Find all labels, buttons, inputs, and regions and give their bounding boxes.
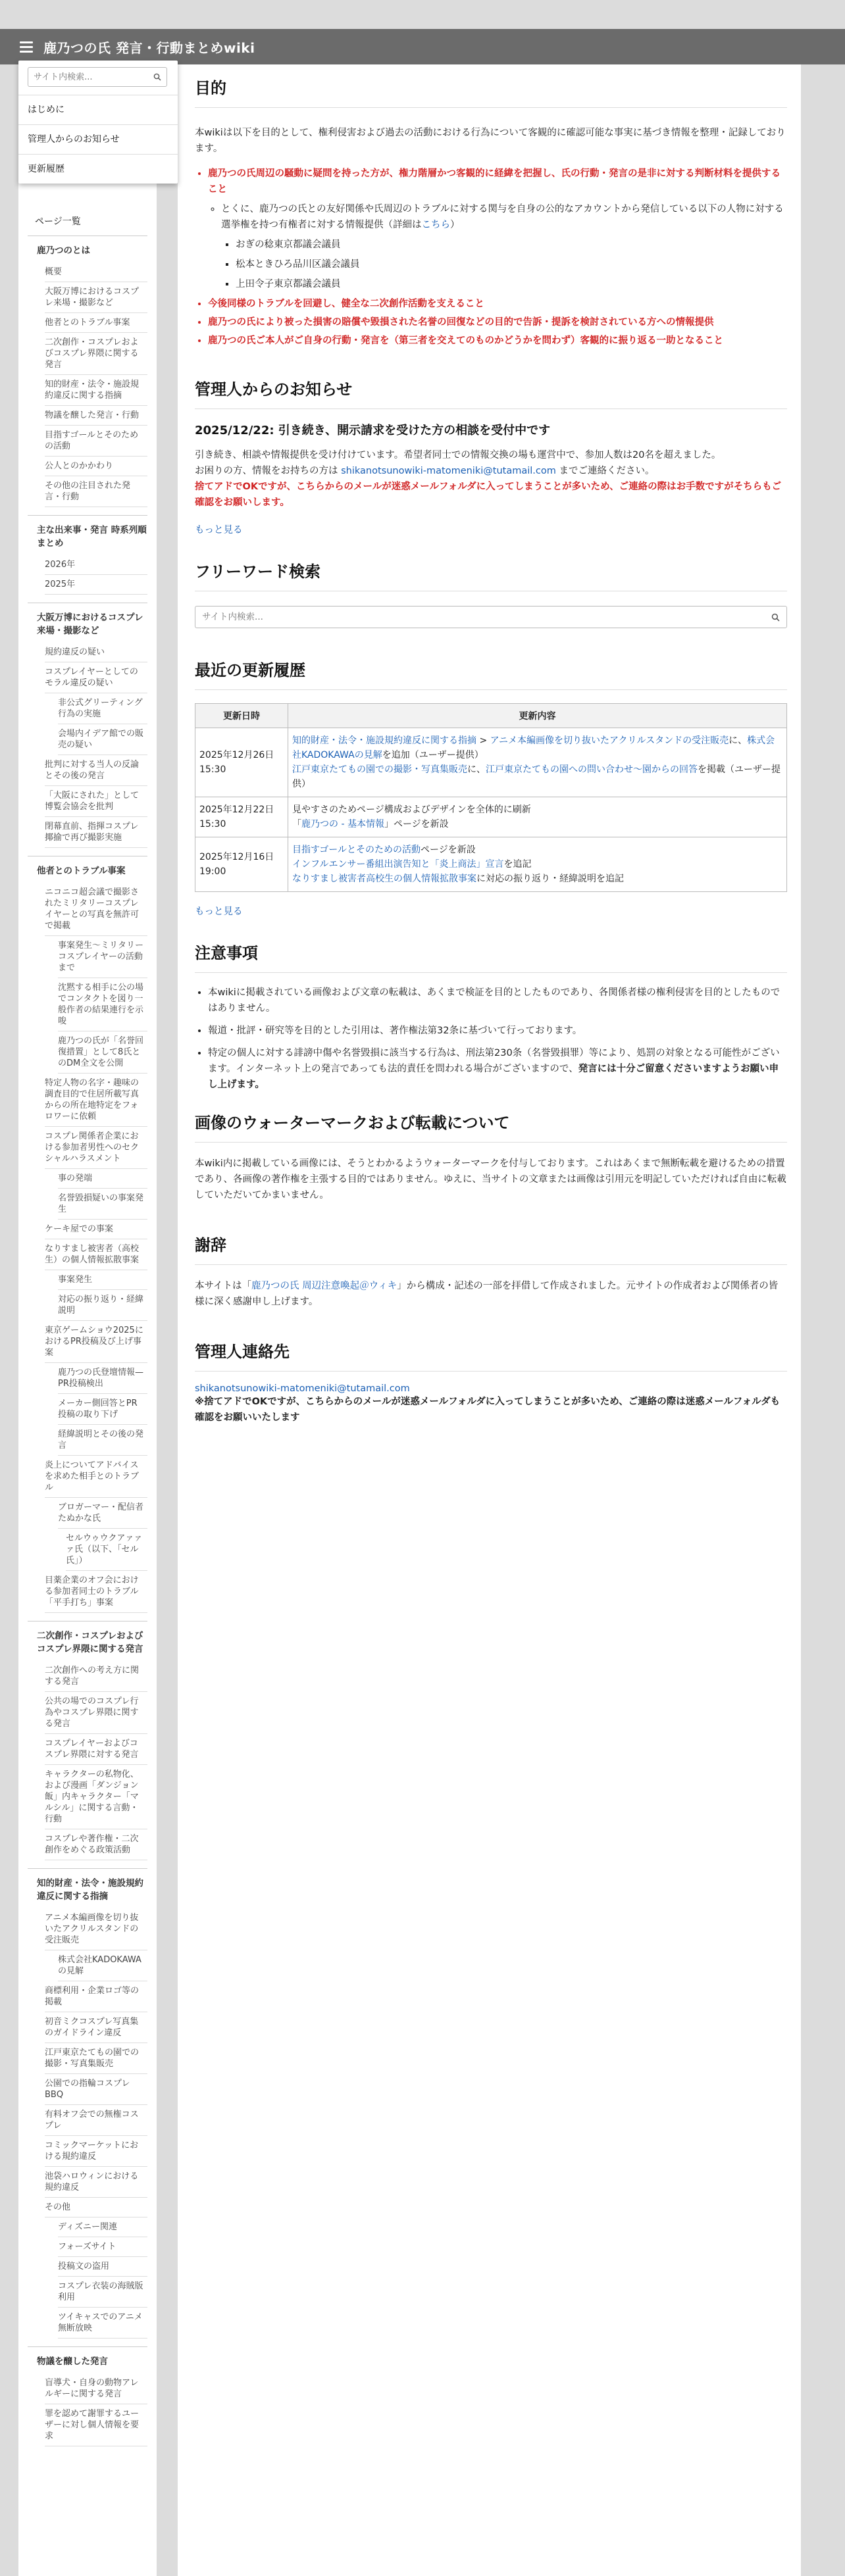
menu-item-history[interactable]: 更新履歴 [18, 154, 178, 184]
table-row [195, 728, 787, 797]
update-line [292, 733, 782, 762]
source-wiki-link[interactable]: 鹿乃つの氏 周辺注意喚起＠ウィキ [251, 1281, 397, 1291]
page-list-link[interactable]: ページ一覧 [35, 216, 81, 227]
sidebar-section-title[interactable]: 他者とのトラブル事案 [37, 866, 126, 876]
purpose-item: • 今後同様のトラブルを回避し、健全な二次創作活動を支えること [208, 296, 787, 312]
sidebar-item[interactable]: 物議を醸した発言・行動 [45, 406, 147, 426]
main-content [178, 64, 801, 2576]
sidebar-item[interactable]: 批判に対する当人の反論とその後の発言 [45, 755, 147, 786]
table-row [195, 797, 787, 837]
purpose-heading: 目的 [195, 64, 787, 108]
update-content [288, 837, 787, 892]
sidebar-item[interactable]: アニメ本編画像を切り抜いたアクリルスタンドの受注販売 [45, 1908, 147, 1950]
sidebar-item[interactable]: 初音ミクコスプレ写真集のガイドライン違反 [45, 2012, 147, 2043]
sidebar-item[interactable]: 有料オフ会での無権コスプレ [45, 2105, 147, 2136]
sidebar-item[interactable]: 事案発生 [58, 1270, 147, 1290]
updates-table [195, 703, 787, 892]
sidebar-item[interactable]: 閉幕直前、指揮コスプレ揶揄で再び撮影実施 [45, 817, 147, 848]
sidebar-section-title[interactable]: 主な出来事・発言 時系列順まとめ [37, 525, 147, 549]
update-text: を追加（ユーザー提供） [382, 750, 484, 760]
column-header-content: 更新内容 [288, 704, 787, 728]
notice-more-link[interactable]: もっと見る [195, 525, 243, 535]
sidebar-item[interactable]: 罪を認めて謝罪するユーザーに対し個人情報を要求 [45, 2404, 147, 2446]
notice-body: 引き続き、相談や情報提供を受け付けています。希望者同士での情報交換の場も運営中で、参加人数は20名を超えました。 [195, 450, 721, 460]
update-text: を追記 [503, 859, 532, 870]
note-item: • 特定の個人に対する誹謗中傷や名誉毀損に該当する行為は、刑法第230条（名誉毀損罪）等により、処罰の対象となる可能性がございます。インターネット上の発言であっても法的責任を問われる場合がございますので、発言には十分ご留意くださいますようお願い申し上げます。 [208, 1045, 787, 1093]
updates-more-link[interactable]: もっと見る [195, 906, 243, 917]
sidebar-section-title[interactable]: 知的財産・法令・施設規約違反に関する指摘 [37, 1878, 143, 1902]
update-link[interactable]: 株式会社KADOKAWAの見解 [292, 735, 775, 760]
update-text: 「 [292, 819, 301, 830]
sidebar-item[interactable]: 投稿文の盗用 [58, 2257, 147, 2277]
update-text: 」ページを新設 [384, 819, 449, 830]
sidebar-item[interactable]: 対応の振り返り・経緯説明 [58, 1290, 147, 1321]
update-link[interactable]: 江戸東京たてもの園での撮影・写真集販売 [292, 764, 467, 775]
sidebar-item[interactable]: ブロガーマー・配信者 たぬかな氏 [58, 1498, 147, 1529]
sidebar-divider [28, 1868, 147, 1869]
notice-heading: 管理人からのお知らせ [195, 366, 787, 409]
updates-heading: 最近の更新履歴 [195, 647, 787, 690]
menu-dropdown [18, 61, 178, 184]
sidebar-item[interactable]: メーカー側回答とPR投稿の取り下げ [58, 1394, 147, 1425]
update-link[interactable]: アニメ本編画像を切り抜いたアクリルスタンドの受注販売 [490, 735, 729, 746]
menu-item-notice[interactable]: 管理人からのお知らせ [18, 124, 178, 154]
sidebar-item[interactable]: 会場内イデア館での販売の疑い [58, 724, 147, 755]
update-line [292, 762, 782, 791]
purpose-item: • 鹿乃つの氏周辺の騒動に疑問を持った方が、権力階層かつ客観的に経緯を把握し、氏の行動・発言の是非に対する判断材料を提供すること ◦ とくに、鹿乃つの氏との友好関係や氏周辺のトラブルに対する関与を自身の公的なアカウントから発信している以下の人物に対する選挙権を持つ有権者に対する情報提供（詳細はこちら） ▪ おぎの稔東京都議会議員 ▪ 松本ときひろ品川区議会議員 ▪ 上田令子東京都議会議員 [208, 166, 787, 292]
update-line [292, 803, 782, 817]
sidebar-item[interactable]: ニコニコ超会議で撮影されたミリタリーコスプレイヤーとの写真を無許可で掲載 [45, 883, 147, 936]
politician-item: ▪ 松本ときひろ品川区議会議員 [236, 257, 787, 272]
update-date: 2025年12月22日 15:30 [195, 797, 288, 837]
sidebar-item[interactable]: 池袋ハロウィンにおける規約違反 [45, 2167, 147, 2198]
sidebar-item[interactable]: 他者とのトラブル事案 [45, 313, 147, 333]
update-text: 見やすさのためページ構成およびデザインを全体的に刷新 [292, 805, 531, 815]
update-link[interactable]: 知的財産・法令・施設規約違反に関する指摘 [292, 735, 476, 746]
update-date: 2025年12月16日 19:00 [195, 837, 288, 892]
note-item: • 報道・批評・研究等を目的とした引用は、著作権法第32条に基づいて行っております。 [208, 1023, 787, 1039]
sidebar-item[interactable]: ツイキャスでのアニメ無断放映 [58, 2308, 147, 2339]
contact-note: ※捨てアドでOKですが、こちらからのメールが迷惑メールフォルダに入ってしまうことが多いため、ご連絡の際は迷惑メールフォルダも確認をお願いいたします [195, 1397, 781, 1423]
sidebar-item[interactable]: 事案発生～ミリタリーコスプレイヤーの活動まで [58, 936, 147, 978]
update-content [288, 728, 787, 797]
sidebar-item[interactable]: 株式会社KADOKAWAの見解 [58, 1950, 147, 1981]
update-text: ページを新設 [421, 845, 476, 855]
sidebar-item[interactable]: 概要 [45, 262, 147, 282]
politician-item: ▪ おぎの稔東京都議会議員 [236, 237, 787, 253]
details-link[interactable]: こちら [421, 220, 450, 230]
purpose-item: • 鹿乃つの氏ご本人がご自身の行動・発言を（第三者を交えてのものかどうかを問わず）客観的に振り返る一助となること [208, 333, 787, 349]
purpose-item: • 鹿乃つの氏により被った損害の賠償や毀損された名誉の回復などの目的で告訴・提訴を検討されている方への情報提供 [208, 314, 787, 330]
sidebar-item[interactable]: 2025年 [45, 575, 147, 595]
sidebar-item[interactable]: コスプレ関係者企業における参加者男性へのセクシャルハラスメント [45, 1127, 147, 1169]
freeword-heading: フリーワード検索 [195, 548, 787, 591]
menu-search-input[interactable] [28, 72, 153, 83]
sidebar-section-title[interactable]: 物議を醸した発言 [37, 2356, 108, 2367]
contact-heading: 管理人連絡先 [195, 1328, 787, 1372]
sidebar-item[interactable]: 非公式グリーティング行為の実施 [58, 693, 147, 724]
sidebar-item[interactable]: 知的財産・法令・施設規約違反に関する指摘 [45, 375, 147, 406]
sidebar-section-title[interactable]: 大阪万博におけるコスプレ来場・撮影など [37, 612, 143, 636]
update-line [292, 843, 782, 857]
notice-email-link[interactable]: shikanotsunowiki-matomeniki@tutamail.com [341, 466, 556, 476]
update-content [288, 797, 787, 837]
sidebar-item[interactable]: 二次創作への考え方に関する発言 [45, 1661, 147, 1692]
sidebar-item[interactable]: 江戸東京たてもの園での撮影・写真集販売 [45, 2043, 147, 2074]
sidebar-item[interactable]: 炎上についてアドバイスを求めた相手とのトラブル [45, 1456, 147, 1498]
update-text: に、 [467, 764, 486, 775]
note-item: • 本wikiに掲載されている画像および文章の転載は、あくまで検証を目的としたものであり、各関係者様の権利侵害を目的としたものではありません。 [208, 985, 787, 1016]
sidebar-item[interactable]: コスプレイヤーおよびコスプレ界隈に対する発言 [45, 1734, 147, 1765]
sidebar-item[interactable]: セルウゥウクアァァァ氏（以下、「セル氏」） [66, 1529, 147, 1571]
purpose-subitem: ◦ とくに、鹿乃つの氏との友好関係や氏周辺のトラブルに対する関与を自身の公的なアカウントから発信している以下の人物に対する選挙権を持つ有権者に対する情報提供（詳細はこちら） ▪ おぎの稔東京都議会議員 ▪ 松本ときひろ品川区議会議員 ▪ 上田令子東京都議会議員 [221, 201, 787, 292]
sidebar-item[interactable]: 2026年 [45, 555, 147, 575]
sidebar-divider [28, 2346, 147, 2347]
site-title[interactable]: 鹿乃つの氏 発言・行動まとめwiki [43, 39, 255, 56]
sidebar-section-title[interactable]: 鹿乃つのとは [37, 245, 90, 256]
sidebar-item[interactable]: 公人とのかかわり [45, 457, 147, 476]
notes-list [195, 985, 787, 1093]
sidebar-item[interactable]: その他の注目された発言・行動 [45, 476, 147, 507]
purpose-intro: 本wikiは以下を目的として、権利侵害および過去の活動における行為について客観的に確認可能な事実に基づき情報を整理・記録しております。 [195, 128, 786, 154]
update-text: に、 [729, 735, 748, 746]
update-text: を掲載（ユーザー提供） [292, 764, 781, 789]
sidebar-item[interactable]: 目薬企業のオフ会における参加者同士のトラブル「平手打ち」事案 [45, 1571, 147, 1613]
sidebar-item[interactable]: 公園での指輪コスプレBBQ [45, 2074, 147, 2105]
sidebar-item[interactable]: 名誉毀損疑いの事案発生 [58, 1189, 147, 1220]
sidebar-item[interactable]: 事の発端 [58, 1169, 147, 1189]
sidebar-item[interactable]: 規約違反の疑い [45, 643, 147, 662]
sidebar-groups [18, 244, 157, 2446]
update-link[interactable]: 鹿乃つの - 基本情報 [301, 819, 384, 830]
watermark-heading: 画像のウォーターマークおよび転載について [195, 1099, 787, 1143]
freeword-search-box [195, 606, 787, 628]
update-link[interactable]: 目指すゴールとそのための活動 [292, 845, 421, 855]
update-line [292, 857, 782, 872]
update-line [292, 817, 782, 831]
notice-contact: お困りの方、情報をお持ちの方は shikanotsunowiki-matomeniki@tutamail.com までご連絡ください。 [195, 466, 655, 476]
search-icon[interactable] [153, 73, 161, 81]
notice-title: 2025/12/22: 引き続き、開示請求を受けた方の相談を受付中です [195, 424, 551, 437]
watermark-text: 本wiki内に掲載している画像には、そうとわかるようウォーターマークを付与しております。これはあくまで無断転載を避けるための措置であり、各画像の著作権を主張する目的ではありません。ゆえに、当サイトの文章または画像は引用元を明記していただければ自由に転載していただいてかまいません。 [195, 1158, 786, 1201]
thanks-text: 本サイトは「鹿乃つの氏 周辺注意喚起＠ウィキ」から構成・記述の一部を拝借して作成されました。元サイトの作成者および関係者の皆様に深く感謝申し上げます。 [195, 1281, 779, 1307]
sidebar-item[interactable]: 大阪万博におけるコスプレ来場・撮影など [45, 282, 147, 313]
sidebar-item[interactable]: 特定人物の名字・趣味の調査目的で住居所載写真からの所在地特定をフォロワーに依頼 [45, 1074, 147, 1127]
sidebar-item[interactable]: コスプレイヤーとしてのモラル違反の疑い [45, 662, 147, 693]
update-link[interactable]: 江戸東京たてもの園への問い合わせ～園からの回答 [486, 764, 698, 775]
sidebar-item[interactable]: 東京ゲームショウ2025におけるPR投稿及び上げ事案 [45, 1321, 147, 1363]
menu-icon[interactable] [20, 39, 33, 55]
sidebar-item[interactable]: 鹿乃つの氏登壇情報—PR投稿検出 [58, 1363, 147, 1394]
menu-item-intro[interactable]: はじめに [18, 95, 178, 124]
sidebar-item[interactable]: 鹿乃つの氏が「名誉回復措置」として8氏とのDM全文を公開 [58, 1031, 147, 1074]
sidebar-item[interactable]: 盲導犬・自身の動物アレルギーに関する発言 [45, 2373, 147, 2404]
update-link[interactable]: インフルエンサー番組出演告知と「炎上商法」宣言 [292, 859, 504, 870]
sidebar-item[interactable]: コミックマーケットにおける規約違反 [45, 2136, 147, 2167]
notes-heading: 注意事項 [195, 929, 787, 973]
sidebar-item[interactable]: 「大阪にされた」として博覧会協会を批判 [45, 786, 147, 817]
sidebar-divider [28, 1621, 147, 1622]
sidebar-item[interactable]: 経緯説明とその後の発言 [58, 1425, 147, 1456]
purpose-list [195, 166, 787, 349]
sidebar-item[interactable]: 商標利用・企業ロゴ等の掲載 [45, 1981, 147, 2012]
update-text: に対応の振り返り・経緯説明を追記 [476, 874, 624, 884]
politician-item: ▪ 上田令子東京都議会議員 [236, 276, 787, 292]
contact-email-link[interactable]: shikanotsunowiki-matomeniki@tutamail.com [195, 1383, 410, 1394]
sidebar-item[interactable]: 沈黙する相手に公の場でコンタクトを図り一般作者の結果連行を示唆 [58, 978, 147, 1031]
search-icon[interactable] [771, 613, 780, 622]
update-text: > [476, 735, 490, 746]
sidebar [18, 64, 157, 2576]
sidebar-item[interactable]: コスプレ衣装の海賊版利用 [58, 2277, 147, 2308]
sidebar-item[interactable]: コスプレや著作権・二次創作をめぐる政策活動 [45, 1829, 147, 1860]
update-line [292, 872, 782, 886]
freeword-search-input[interactable] [195, 611, 771, 623]
update-date: 2025年12月26日 15:30 [195, 728, 288, 797]
table-row [195, 837, 787, 892]
sidebar-item[interactable]: 二次創作・コスプレおよびコスプレ界隈に関する発言 [45, 333, 147, 375]
update-link[interactable]: なりすまし被害者高校生の個人情報拡散事案 [292, 874, 476, 884]
sidebar-section-title[interactable]: 二次創作・コスプレおよびコスプレ界隈に関する発言 [37, 1631, 143, 1654]
sidebar-item[interactable]: キャラクターの私物化、および漫画「ダンジョン飯」内キャラクター「マルシル」に関する言動・行動 [45, 1765, 147, 1829]
sidebar-item[interactable]: その他 [45, 2198, 147, 2217]
sidebar-divider [28, 235, 147, 236]
top-bar [0, 29, 845, 64]
thanks-heading: 謝辞 [195, 1222, 787, 1265]
sidebar-item[interactable]: ケーキ屋での事案 [45, 1220, 147, 1239]
notice-warning: 捨てアドでOKですが、こちらからのメールが迷惑メールフォルダに入ってしまうことが多いため、ご連絡の際はお手数ですがそちらもご確認をお願いします。 [195, 482, 782, 508]
sidebar-item[interactable]: なりすまし被害者（高校生）の個人情報拡散事案 [45, 1239, 147, 1270]
sidebar-divider [28, 515, 147, 516]
column-header-date: 更新日時 [195, 704, 288, 728]
sidebar-item[interactable]: ディズニー関連 [58, 2217, 147, 2237]
sidebar-item[interactable]: フォーズサイト [58, 2237, 147, 2257]
menu-search-box [28, 67, 167, 87]
sidebar-item[interactable]: 目指すゴールとそのための活動 [45, 426, 147, 457]
sidebar-item[interactable]: 公共の場でのコスプレ行為やコスプレ界隈に関する発言 [45, 1692, 147, 1734]
